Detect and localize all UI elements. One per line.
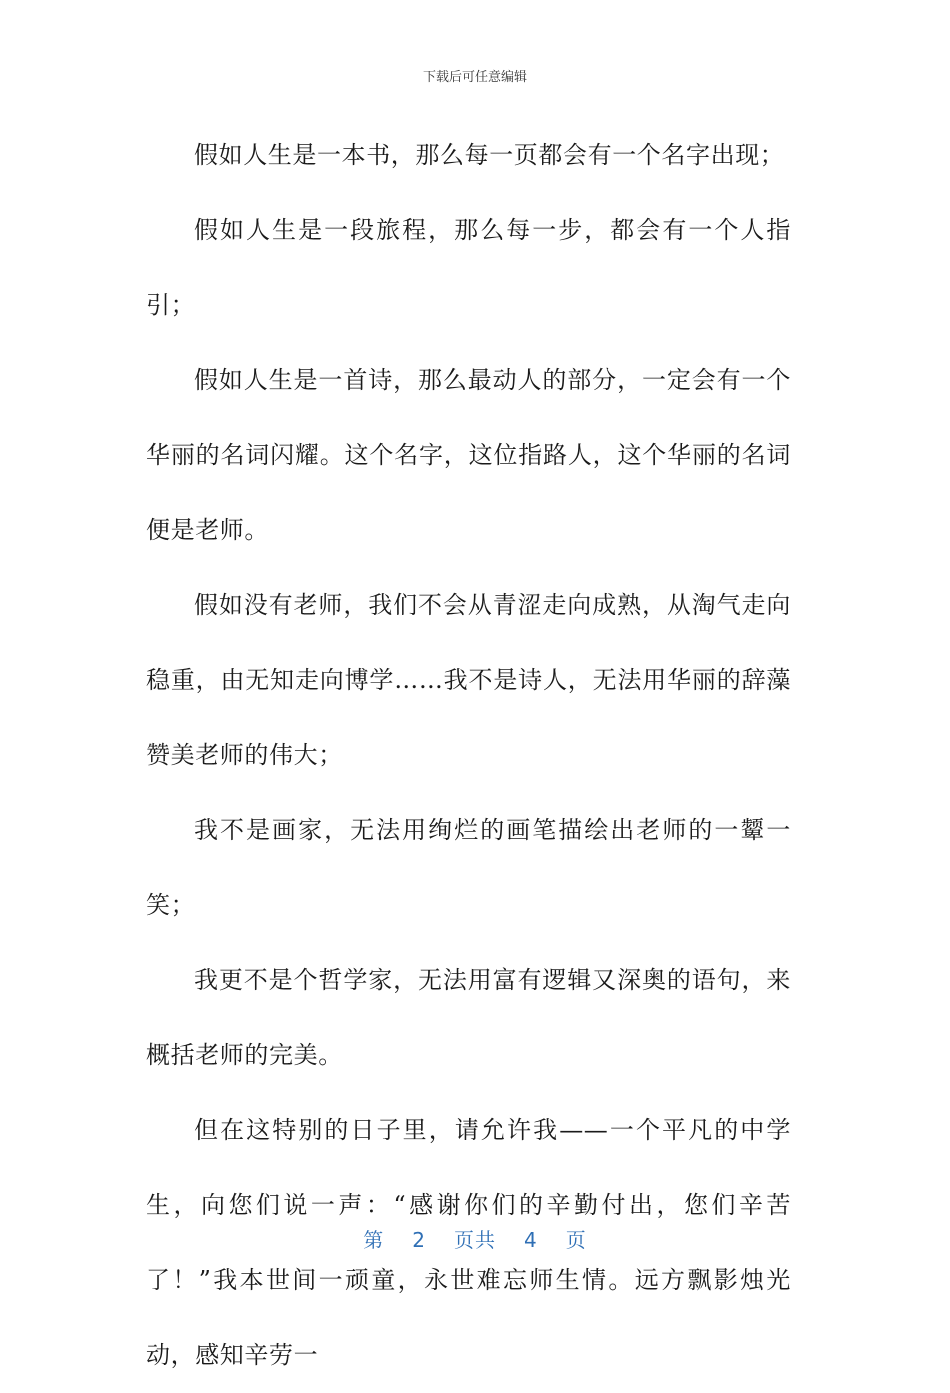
paragraph: 我更不是个哲学家，无法用富有逻辑又深奥的语句，来概括老师的完美。	[146, 966, 791, 1069]
paragraph: 但在这特别的日子里，请允许我——一个平凡的中学生，向您们说一声：“感谢你们的辛勤付出，您们辛苦了！”我本世间一顽童，永世难忘师生情。远方飘影烛光动，感知辛劳一	[146, 1116, 791, 1369]
paragraph: 假如人生是一首诗，那么最动人的部分，一定会有一个华丽的名词闪耀。这个名字，这位指路人，这个华丽的名词便是老师。	[146, 366, 791, 544]
total-pages-number: 4	[524, 1228, 538, 1252]
paragraph: 假如人生是一段旅程，那么每一步，都会有一个人指引；	[146, 216, 791, 319]
footer-label-ye: 页	[565, 1228, 587, 1252]
page-footer	[0, 1224, 950, 1253]
footer-label-ye-gong: 页共	[454, 1228, 496, 1252]
current-page-number: 2	[412, 1228, 426, 1252]
footer-label-di: 第	[363, 1228, 385, 1252]
paragraph: 假如没有老师，我们不会从青涩走向成熟，从淘气走向稳重，由无知走向博学……我不是诗人，无法用华丽的辞藻赞美老师的伟大；	[146, 591, 791, 769]
document-body	[146, 118, 791, 1393]
paragraph: 我不是画家，无法用绚烂的画笔描绘出老师的一颦一笑；	[146, 816, 791, 919]
paragraph: 假如人生是一本书，那么每一页都会有一个名字出现；	[194, 141, 785, 169]
page-header: 下载后可任意编辑	[422, 70, 527, 85]
